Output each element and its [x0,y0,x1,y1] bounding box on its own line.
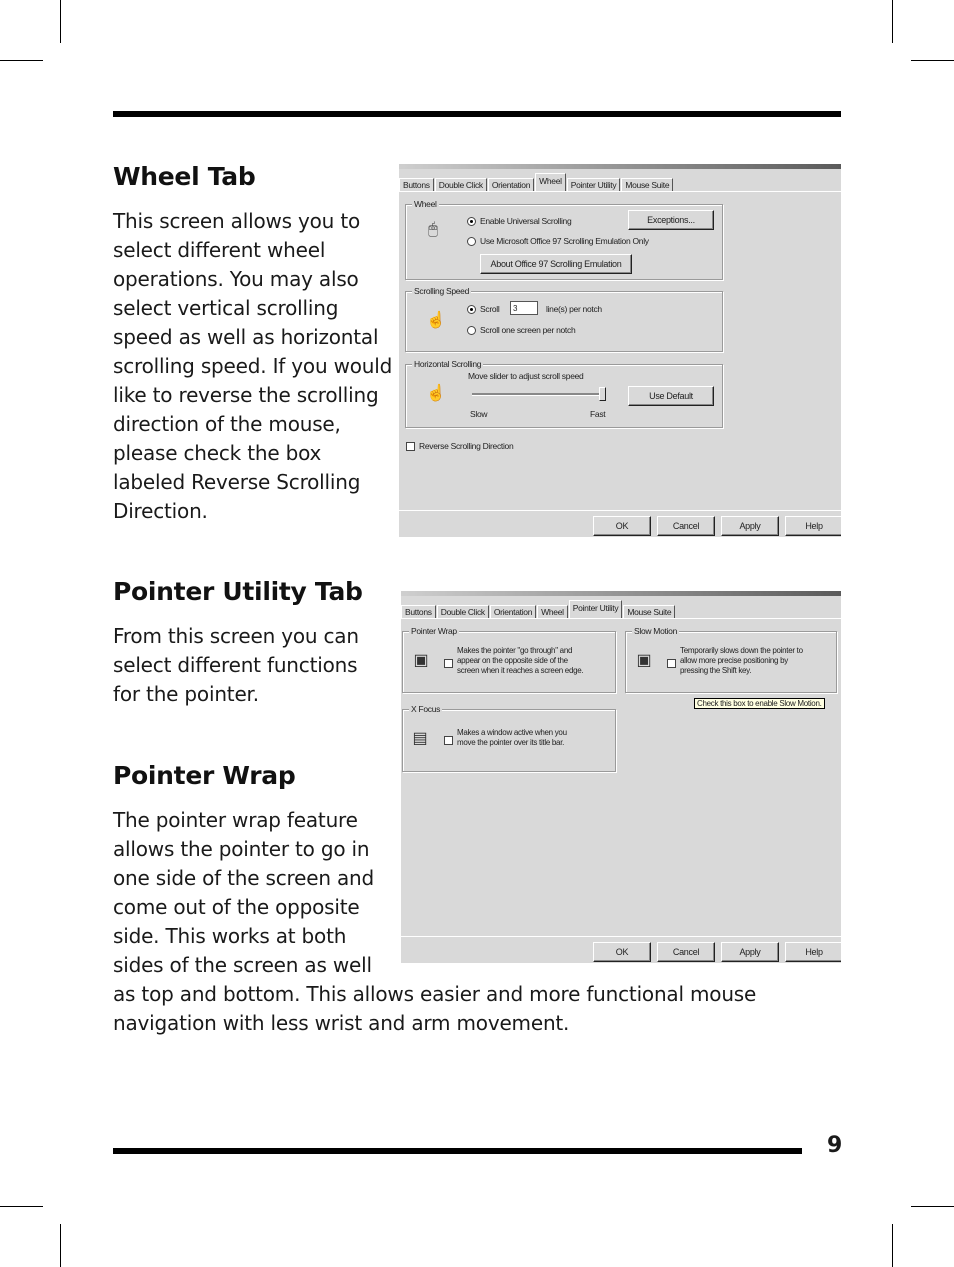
text-line: select vertical scrolling [113,296,339,320]
text-line: come out of the opposite [113,895,360,919]
crop-mark [0,60,43,61]
scroll-one-screen-radio[interactable] [467,326,476,335]
wheel-dialog-screenshot [399,164,841,537]
heading-pointer-wrap: Pointer Wrap [113,761,296,790]
ok-button[interactable]: OK [593,516,651,536]
heading-wheel-tab: Wheel Tab [113,162,256,191]
monitor-icon: ▣ [413,652,429,669]
group-x-focus [402,704,616,772]
tab-double-click[interactable]: Double Click [435,178,487,192]
slow-label: Slow [470,409,488,419]
slow-motion-tooltip: Check this box to enable Slow Motion. [694,698,825,709]
exceptions-button[interactable]: Exceptions... [628,210,714,230]
reverse-direction-checkbox[interactable] [406,442,415,451]
paragraph-wheel-tab [113,207,392,526]
tab-strip [399,174,674,192]
tab-strip [401,601,676,619]
group-label: Wheel [414,199,437,209]
group-horizontal-scrolling [405,359,723,428]
footer-rule [113,1148,802,1154]
slow-motion-desc: pressing the Shift key. [680,666,752,675]
apply-button[interactable]: Apply [721,516,779,536]
pointer-wrap-checkbox[interactable] [444,659,453,668]
about-office97-button[interactable]: About Office 97 Scrolling Emulation [480,254,632,274]
group-label: Pointer Wrap [411,626,457,636]
text-line: From this screen you can [113,624,359,648]
text-line: allows the pointer to go in [113,837,370,861]
tab-wheel[interactable]: Wheel [537,605,568,619]
window-icon: ▤ [412,730,428,747]
text-line: please check the box [113,441,322,465]
group-scrolling-speed [405,286,723,352]
page-number: 9 [827,1133,843,1158]
paragraph-pointer-utility-tab [113,622,359,709]
heading-pointer-utility-tab: Pointer Utility Tab [113,577,363,606]
mouse-hand-icon: ☝ [426,312,446,329]
scroll-lines-spinner[interactable]: 3 [510,301,538,315]
tab-double-click[interactable]: Double Click [437,605,489,619]
group-wheel [405,199,723,280]
crop-mark [892,0,893,43]
lines-per-notch-label: line(s) per notch [546,304,602,314]
tab-pointer-utility[interactable]: Pointer Utility [567,178,621,192]
wheel-mouse-icon: 🖱 [428,221,438,238]
pointer-utility-dialog-screenshot [401,591,841,963]
x-focus-desc: move the pointer over its title bar. [457,738,565,747]
reverse-direction-label: Reverse Scrolling Direction [419,441,514,451]
apply-button[interactable]: Apply [721,942,779,962]
ok-button[interactable]: OK [593,942,651,962]
dialog-title-bar [399,164,841,169]
use-default-button[interactable]: Use Default [628,386,714,406]
tab-mouse-suite[interactable]: Mouse Suite [623,605,675,619]
text-line: navigation with less wrist and arm movement. [113,1011,570,1035]
scroll-one-screen-label: Scroll one screen per notch [480,325,576,335]
text-line: select different functions [113,653,358,677]
enable-universal-radio[interactable] [467,217,476,226]
text-line: select different wheel [113,238,326,262]
group-pointer-wrap [402,626,616,693]
text-line: like to reverse the scrolling [113,383,379,407]
crop-mark [0,1206,43,1207]
text-line: sides of the screen as well [113,953,372,977]
text-line: Direction. [113,499,208,523]
text-line: one side of the screen and [113,866,374,890]
group-label: Scrolling Speed [414,286,470,296]
mouse-hand-icon: ☝ [426,385,446,402]
cancel-button[interactable]: Cancel [657,516,715,536]
text-line: as top and bottom. This allows easier and more functional mouse [113,982,757,1006]
crop-mark [911,60,954,61]
footer-separator [401,936,841,937]
slider-thumb[interactable] [599,387,606,401]
text-line: This screen allows you to [113,209,360,233]
crop-mark [60,1224,61,1267]
text-line: direction of the mouse, [113,412,341,436]
slow-motion-desc: allow more precise positioning by [680,656,788,665]
x-focus-desc: Makes a window active when you [457,728,567,737]
text-line: side. This works at both [113,924,347,948]
tab-buttons[interactable]: Buttons [401,605,436,619]
pointer-wrap-desc: Makes the pointer "go through" and [457,646,573,655]
horizontal-speed-slider[interactable] [472,393,602,396]
text-line: labeled Reverse Scrolling [113,470,361,494]
help-button[interactable]: Help [785,516,841,536]
text-line: The pointer wrap feature [113,808,358,832]
crop-mark [60,0,61,43]
pointer-wrap-desc: appear on the opposite side of the [457,656,568,665]
fast-label: Fast [590,409,606,419]
slow-motion-desc: Temporarily slows down the pointer to [680,646,803,655]
help-button[interactable]: Help [785,942,841,962]
enable-universal-label: Enable Universal Scrolling [480,216,572,226]
group-label: X Focus [411,704,441,714]
use-office97-label: Use Microsoft Office 97 Scrolling Emulation Only [480,236,649,246]
group-slow-motion [625,626,837,693]
text-line: speed as well as horizontal [113,325,379,349]
dialog-title-bar [401,591,841,596]
group-label: Horizontal Scrolling [414,359,482,369]
x-focus-checkbox[interactable] [444,736,453,745]
pointer-wrap-desc: screen when it reaches a screen edge. [457,666,584,675]
text-line: operations. You may also [113,267,359,291]
group-label: Slow Motion [634,626,677,636]
tab-pointer-utility[interactable]: Pointer Utility [569,600,623,619]
tab-orientation[interactable]: Orientation [490,605,536,619]
cancel-button[interactable]: Cancel [657,942,715,962]
text-line: scrolling speed. If you would [113,354,393,378]
move-slider-label: Move slider to adjust scroll speed [468,371,584,381]
scroll-label: Scroll [480,304,500,314]
monitor-icon: ▣ [636,652,652,669]
footer-separator [399,510,841,511]
slow-motion-checkbox[interactable] [667,659,676,668]
scroll-lines-radio[interactable] [467,305,476,314]
tab-divider [399,191,841,192]
tab-buttons[interactable]: Buttons [399,178,434,192]
tab-mouse-suite[interactable]: Mouse Suite [621,178,673,192]
header-rule [113,111,841,117]
crop-mark [911,1206,954,1207]
crop-mark [892,1224,893,1267]
tab-divider [401,618,841,619]
tab-orientation[interactable]: Orientation [488,178,534,192]
text-line: for the pointer. [113,682,259,706]
tab-wheel[interactable]: Wheel [535,173,566,192]
use-office97-radio[interactable] [467,237,476,246]
